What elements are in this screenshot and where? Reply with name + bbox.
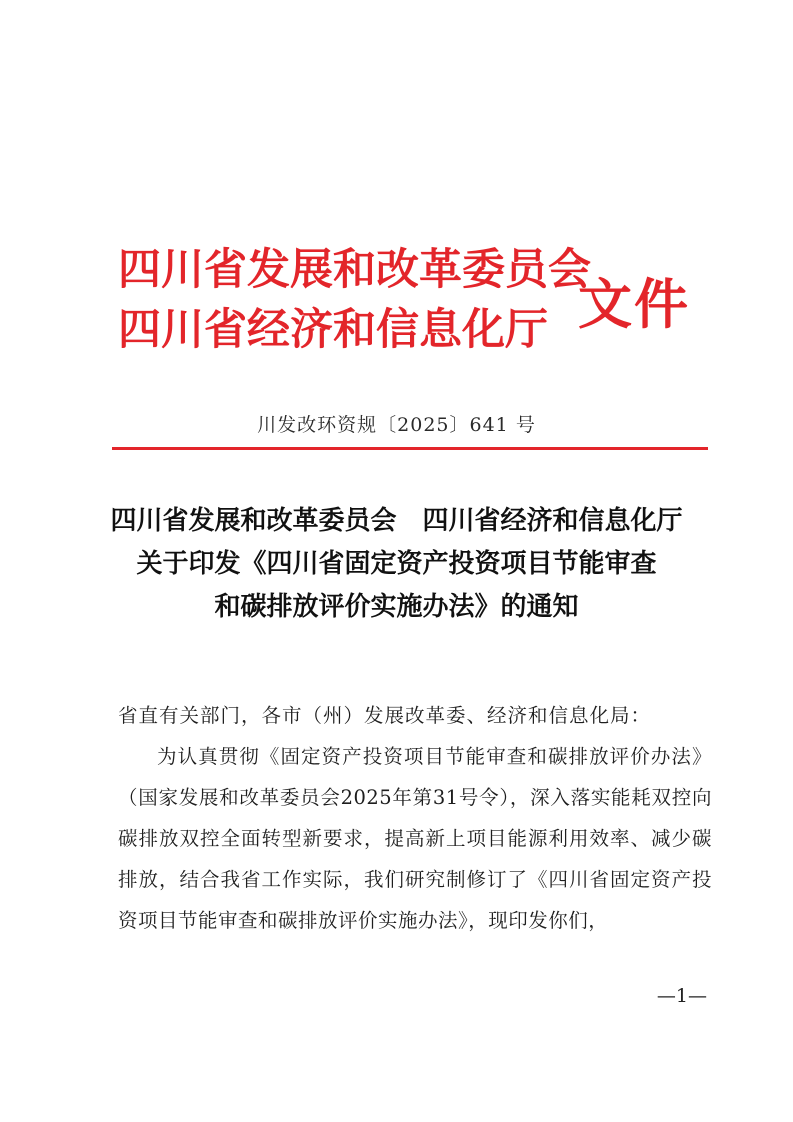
page-number: —1— [656,985,707,1007]
title-line-2: 关于印发《四川省固定资产投资项目节能审查 [136,549,657,579]
document-number: 川发改环资规〔2025〕641 号 [257,414,536,436]
doc-type-label: 文件 [578,273,690,336]
body-paragraph: 为认真贯彻《固定资产投资项目节能审查和碳排放评价办法》（国家发展和改革委员会2025年第31号令），深入落实能耗双控向碳排放双控全面转型新要求，提高新上项目能源利用效率、减少碳排放，结合我省工作实际，我们研究制修订了《四川省固定资产投资项目节能审查和碳排放评价实施办法》，现印发你们， [118,745,712,932]
title-line-1: 四川省发展和改革委员会 四川省经济和信息化厅 [110,506,683,536]
issuer-line-1: 四川省发展和改革委员会 [118,245,591,295]
title-line-3: 和碳排放评价实施办法》的通知 [214,592,579,622]
issuer-line-2: 四川省经济和信息化厅 [118,305,548,355]
document-title [0,500,793,629]
issuer-header [118,240,591,360]
document-body [118,695,712,941]
salutation: 省直有关部门，各市（州）发展改革委、经济和信息化局： [118,704,652,727]
red-divider-line [112,447,708,450]
